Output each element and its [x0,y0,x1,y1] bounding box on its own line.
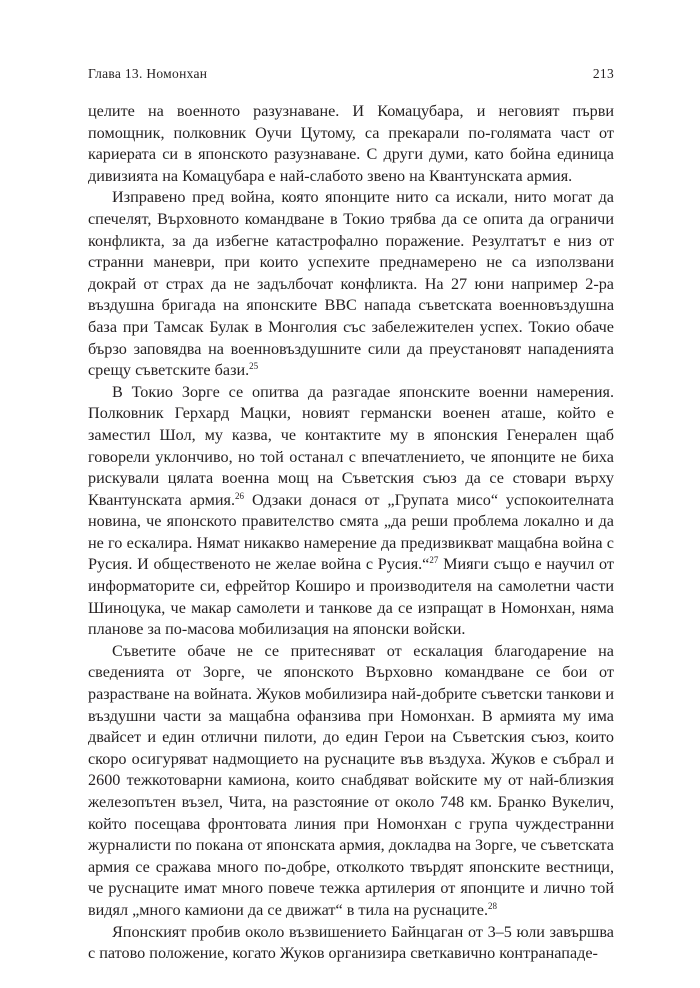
footnote-ref[interactable]: 28 [488,900,497,911]
footnote-ref[interactable]: 25 [249,361,259,372]
paragraph-text: Изправено пред война, която японците нито са искали, нито могат да спечелят, Върховното командване в Токио трябва да се опита да ограничи конфликта, за да избегне катастрофално поражение. Резултатът е низ от странни маневри, при които успехите преднамерено не са използвани докрай от страх да не задълбочат конфликта. На 27 юни например 2-ра въздушна бригада на японските ВВС напада съветската военновъздушна база при Тамсак Булак в Монголия със забележителен успех. Токио обаче бързо заповядва на военновъздушните сили да преустановят нападенията срещу съветските бази. [88,188,614,380]
paragraph-2 [88,187,614,381]
paragraph-5 [88,922,614,965]
paragraph-1 [88,101,614,187]
footnote-ref[interactable]: 27 [429,555,439,566]
paragraph-text: целите на военното разузнаване. И Комацубара, и неговият първи помощник, полковник Оучи Цутому, са прекарали по-голямата част от кариерата си в японското разузнаване. С други думи, като бойна единица дивизията на Комацубара е най-слабото звено на Квантунската армия. [88,102,614,185]
footnote-ref[interactable]: 26 [235,490,245,501]
page-number: 213 [592,66,614,81]
paragraph-text: Японският пробив около възвишението Байнцаган от 3–5 юли завършва с патово положение, когато Жуков организира светкавично контранападе- [88,922,614,963]
paragraph-text: Одзаки донася от „Групата мисо“ успокоителната новина, че японското правителство смята „да реши проблема локално и да не го ескалира. Нямат никакво намерение да предизвикват мащабна война с Русия. И общественото не желае война с Русия.“ [88,490,614,574]
body-text [88,101,614,965]
paragraph-text: Съветите обаче не се притесняват от ескалация благодарение на сведенията от Зорге, че японското Върховно командване се бои от разрастване на войната. Жуков мобилизира най-добрите съветски танкови и въздушни части за мащабна офанзива при Номонхан. В армията му има двайсет и един отлични пилоти, до един Герои на Съветския съюз, които скоро осигуряват надмощието на руснаците във въздуха. Жуков е събрал и 2600 тежкотоварни камиона, които снабдяват войските му от най-близкия железопътен възел, Чита, на разстояние от около 748 км. Бранко Вукелич, който посещава фронтовата линия при Номонхан с група чуждестранни журналисти по покана от японската армия, докладва на Зорге, че съветската армия се сражава много по-добре, отколкото твърдят японските вестници, че руснаците имат много повече тежка артилерия от японците и лично той видял „много камиони да се движат“ в тила на руснаците. [88,641,614,919]
chapter-title: Глава 13. Номонхан [88,66,208,81]
paragraph-text: В Токио Зорге се опитва да разгадае японските военни намерения. Полковник Герхард Мацки, нoвият германски военен аташе, който е заместил Шол, му казва, че контактите му в японския Генерален щаб говорели уклончиво, но той останал с впечатлението, че японците не биха рискували цялата военна мощ на Съветския съюз да се стовари върху Квантунската армия. [88,382,614,509]
paragraph-3 [88,382,614,641]
paragraph-4 [88,641,614,922]
paragraph-text: Мияги също е научил от информаторите си, ефрейтор Коширо и производителя на самолетни части Шиноцука, че макар самолети и танкове да се изпращат в Номонхан, няма планове за по-масова мобилизация на японски войски. [88,555,614,639]
